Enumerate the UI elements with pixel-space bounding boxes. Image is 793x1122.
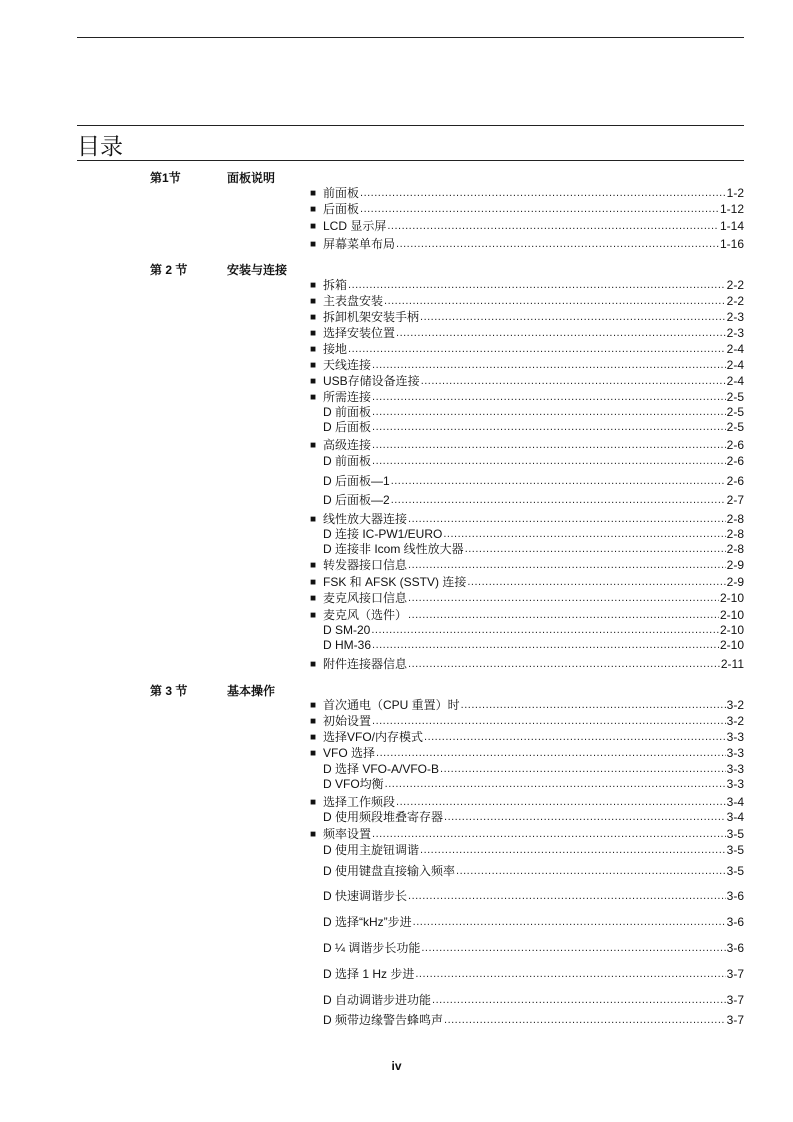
- toc-entry-label: 初始设置: [323, 714, 372, 728]
- toc-entry: [310, 657, 744, 672]
- toc-entry-label: D 前面板: [323, 454, 372, 468]
- toc-entry-label: 后面板: [323, 202, 360, 216]
- dot-leader: [360, 186, 726, 201]
- toc-entry-label: D 自动调谐步进功能: [323, 993, 432, 1007]
- dot-leader: [408, 558, 726, 573]
- toc-entry-label: LCD 显示屏: [323, 219, 387, 233]
- toc-entry: [310, 542, 744, 557]
- toc-entry-label: 附件连接器信息: [323, 657, 408, 671]
- toc-entry-label: 前面板: [323, 186, 360, 200]
- dot-leader: [372, 358, 726, 373]
- dot-leader: [413, 915, 726, 930]
- dot-leader: [372, 438, 726, 453]
- dot-leader: [376, 746, 726, 761]
- square-bullet-icon: ■: [310, 610, 317, 621]
- toc-entry-label: VFO 选择: [323, 746, 376, 760]
- dot-leader: [408, 512, 726, 527]
- dot-leader: [456, 864, 726, 879]
- toc-entry-page: 2-10: [719, 608, 744, 622]
- toc-entry: [310, 1013, 744, 1028]
- toc-entry-label: D 后面板—1: [323, 474, 390, 488]
- toc-entry-label: D VFO均衡: [323, 777, 384, 791]
- dot-leader: [372, 390, 726, 405]
- dot-leader: [372, 405, 726, 420]
- toc-entry-page: 2-10: [719, 638, 744, 652]
- dot-leader: [372, 454, 726, 469]
- dot-leader: [432, 993, 726, 1008]
- toc-entry-label: D 快速调谐步长: [323, 889, 408, 903]
- toc-entry: [310, 374, 744, 389]
- toc-entry-page: 2-4: [726, 358, 744, 372]
- toc-entry-page: 2-9: [726, 558, 744, 572]
- dot-leader: [348, 342, 726, 357]
- square-bullet-icon: ■: [310, 280, 317, 291]
- section-3-number: 第 3 节: [150, 684, 188, 698]
- title-top-rule: [77, 125, 744, 126]
- toc-entry: [310, 777, 744, 792]
- toc-entry-page: 3-5: [726, 864, 744, 878]
- square-bullet-icon: ■: [310, 328, 317, 339]
- toc-entry: [310, 512, 744, 527]
- toc-entry-page: 2-6: [726, 474, 744, 488]
- dot-leader: [396, 237, 719, 252]
- dot-leader: [372, 638, 719, 653]
- toc-entry-label: D 频带边缘警告蜂鸣声: [323, 1013, 444, 1027]
- toc-entry: [310, 294, 744, 309]
- toc-entry: [310, 558, 744, 573]
- toc-entry-label: FSK 和 AFSK (SSTV) 连接: [323, 575, 467, 589]
- toc-entry-label: D 选择 VFO-A/VFO-B: [323, 762, 440, 776]
- square-bullet-icon: ■: [310, 593, 317, 604]
- toc-entry-page: 3-5: [726, 827, 744, 841]
- toc-entry: [310, 342, 744, 357]
- dot-leader: [408, 889, 726, 904]
- square-bullet-icon: ■: [310, 360, 317, 371]
- dot-leader: [415, 967, 725, 982]
- toc-entry: [310, 575, 744, 590]
- square-bullet-icon: ■: [310, 188, 317, 199]
- toc-entry-page: 2-8: [726, 527, 744, 541]
- toc-entry: [310, 623, 744, 638]
- dot-leader: [372, 714, 726, 729]
- toc-entry: [310, 237, 744, 252]
- toc-entry-page: 2-7: [726, 493, 744, 507]
- toc-entry-page: 2-11: [720, 657, 744, 671]
- toc-entry-page: 3-4: [726, 810, 744, 824]
- toc-entry-label: 麦克风（选件）: [323, 608, 408, 622]
- toc-entry: [310, 864, 744, 879]
- dot-leader: [391, 493, 726, 508]
- toc-entry-page: 3-4: [726, 795, 744, 809]
- dot-leader: [385, 777, 726, 792]
- toc-entry-page: 3-2: [726, 714, 744, 728]
- toc-entry: [310, 698, 744, 713]
- toc-entry-page: 1-16: [719, 237, 744, 251]
- toc-entry: [310, 941, 744, 956]
- section-1-number: 第1节: [150, 171, 181, 185]
- title-bottom-rule: [77, 160, 744, 161]
- dot-leader: [420, 310, 726, 325]
- dot-leader: [443, 527, 725, 542]
- toc-entry: [310, 714, 744, 729]
- toc-entry: [310, 795, 744, 810]
- toc-entry: [310, 827, 744, 842]
- dot-leader: [420, 843, 726, 858]
- dot-leader: [348, 278, 726, 293]
- toc-entry-page: 3-6: [726, 915, 744, 929]
- toc-entry-page: 3-3: [726, 777, 744, 791]
- toc-entry: [310, 993, 744, 1008]
- toc-entry: [310, 746, 744, 761]
- toc-entry-label: 屏幕菜单布局: [323, 237, 396, 251]
- square-bullet-icon: ■: [310, 312, 317, 323]
- toc-entry: [310, 474, 744, 489]
- square-bullet-icon: ■: [310, 797, 317, 808]
- toc-entry-page: 2-5: [726, 405, 744, 419]
- toc-entry-page: 3-3: [726, 762, 744, 776]
- toc-entry-label: D 前面板: [323, 405, 372, 419]
- toc-entry-page: 2-4: [726, 342, 744, 356]
- dot-leader: [396, 326, 726, 341]
- toc-entry: [310, 420, 744, 435]
- dot-leader: [391, 474, 726, 489]
- dot-leader: [444, 1013, 726, 1028]
- toc-entry: [310, 326, 744, 341]
- toc-entry-label: 麦克风接口信息: [323, 591, 408, 605]
- toc-entry-page: 3-7: [726, 967, 744, 981]
- dot-leader: [408, 608, 719, 623]
- toc-entry-label: D 后面板—2: [323, 493, 390, 507]
- toc-entry: [310, 219, 744, 234]
- toc-entry-label: USB存储设备连接: [323, 374, 420, 388]
- dot-leader: [440, 762, 726, 777]
- toc-entry-page: 3-5: [726, 843, 744, 857]
- dot-leader: [387, 219, 719, 234]
- dot-leader: [467, 575, 725, 590]
- toc-entry-label: D 选择 1 Hz 步进: [323, 967, 415, 981]
- toc-entry-label: 线性放大器连接: [323, 512, 408, 526]
- toc-entry-page: 3-6: [726, 941, 744, 955]
- toc-entry-page: 3-3: [726, 730, 744, 744]
- toc-entry: [310, 810, 744, 825]
- toc-entry-page: 2-8: [726, 512, 744, 526]
- top-rule: [77, 37, 744, 38]
- toc-entry-page: 2-3: [726, 310, 744, 324]
- dot-leader: [408, 657, 720, 672]
- toc-entry-label: D 连接 IC-PW1/EURO: [323, 527, 443, 541]
- square-bullet-icon: ■: [310, 748, 317, 759]
- toc-entry-page: 3-7: [726, 1013, 744, 1027]
- toc-entry-page: 2-9: [726, 575, 744, 589]
- toc-entry-label: 天线连接: [323, 358, 372, 372]
- toc-entry-label: D 使用频段堆叠寄存器: [323, 810, 444, 824]
- toc-entry: [310, 454, 744, 469]
- toc-entry-label: 所需连接: [323, 390, 372, 404]
- dot-leader: [465, 542, 726, 557]
- square-bullet-icon: ■: [310, 440, 317, 451]
- page-title: 目录: [77, 133, 123, 159]
- dot-leader: [421, 374, 726, 389]
- dot-leader: [444, 810, 726, 825]
- square-bullet-icon: ■: [310, 732, 317, 743]
- toc-entry-page: 1-2: [726, 186, 744, 200]
- toc-entry-label: 转发器接口信息: [323, 558, 408, 572]
- toc-entry: [310, 591, 744, 606]
- toc-entry-page: 1-14: [719, 219, 744, 233]
- section-2-title: 安装与连接: [227, 263, 288, 277]
- toc-entry-label: D ¼ 调谐步长功能: [323, 941, 421, 955]
- toc-entry-page: 3-6: [726, 889, 744, 903]
- toc-entry: [310, 889, 744, 904]
- toc-entry: [310, 608, 744, 623]
- dot-leader: [408, 591, 719, 606]
- square-bullet-icon: ■: [310, 344, 317, 355]
- section-2-number: 第 2 节: [150, 263, 188, 277]
- toc-entry-page: 3-3: [726, 746, 744, 760]
- toc-entry: [310, 915, 744, 930]
- toc-entry-page: 2-2: [726, 278, 744, 292]
- toc-entry-page: 2-4: [726, 374, 744, 388]
- toc-entry-page: 2-10: [719, 623, 744, 637]
- square-bullet-icon: ■: [310, 577, 317, 588]
- toc-entry-label: D 选择“kHz”步进: [323, 915, 412, 929]
- toc-entry: [310, 390, 744, 405]
- toc-entry-page: 2-8: [726, 542, 744, 556]
- dot-leader: [372, 420, 726, 435]
- square-bullet-icon: ■: [310, 296, 317, 307]
- toc-entry-label: 高级连接: [323, 438, 372, 452]
- toc-entry-label: 选择VFO/内存模式: [323, 730, 424, 744]
- toc-entry: [310, 405, 744, 420]
- toc-entry-page: 2-3: [726, 326, 744, 340]
- toc-entry-page: 2-10: [719, 591, 744, 605]
- toc-entry: [310, 493, 744, 508]
- toc-entry: [310, 730, 744, 745]
- dot-leader: [360, 202, 719, 217]
- toc-entry-page: 2-5: [726, 390, 744, 404]
- toc-entry-page: 3-2: [726, 698, 744, 712]
- toc-entry-label: 接地: [323, 342, 348, 356]
- toc-entry-label: D HM-36: [323, 638, 372, 652]
- toc-entry-page: 3-7: [726, 993, 744, 1007]
- toc-entry-label: D SM-20: [323, 623, 371, 637]
- square-bullet-icon: ■: [310, 560, 317, 571]
- section-3-title: 基本操作: [227, 684, 276, 698]
- toc-entry-label: 选择工作频段: [323, 795, 396, 809]
- square-bullet-icon: ■: [310, 716, 317, 727]
- square-bullet-icon: ■: [310, 221, 317, 232]
- toc-entry-label: D 使用键盘直接输入频率: [323, 864, 456, 878]
- dot-leader: [424, 730, 726, 745]
- square-bullet-icon: ■: [310, 376, 317, 387]
- square-bullet-icon: ■: [310, 514, 317, 525]
- toc-entry: [310, 278, 744, 293]
- toc-entry-label: 拆卸机架安装手柄: [323, 310, 420, 324]
- square-bullet-icon: ■: [310, 829, 317, 840]
- toc-entry: [310, 202, 744, 217]
- toc-entry: [310, 438, 744, 453]
- toc-entry-page: 2-2: [726, 294, 744, 308]
- square-bullet-icon: ■: [310, 700, 317, 711]
- dot-leader: [384, 294, 726, 309]
- toc-entry-label: 选择安装位置: [323, 326, 396, 340]
- toc-entry: [310, 358, 744, 373]
- toc-entry: [310, 186, 744, 201]
- square-bullet-icon: ■: [310, 392, 317, 403]
- toc-entry: [310, 967, 744, 982]
- square-bullet-icon: ■: [310, 659, 317, 670]
- toc-entry-page: 1-12: [719, 202, 744, 216]
- toc-entry: [310, 762, 744, 777]
- dot-leader: [372, 827, 726, 842]
- toc-entry: [310, 310, 744, 325]
- square-bullet-icon: ■: [310, 239, 317, 250]
- dot-leader: [371, 623, 719, 638]
- toc-entry: [310, 638, 744, 653]
- page-number: iv: [391, 1059, 402, 1073]
- toc-entry: [310, 527, 744, 542]
- dot-leader: [396, 795, 726, 810]
- toc-entry-label: D 连接非 Icom 线性放大器: [323, 542, 464, 556]
- toc-entry: [310, 843, 744, 858]
- toc-entry-label: 主表盘安装: [323, 294, 384, 308]
- dot-leader: [461, 698, 726, 713]
- toc-entry-label: 频率设置: [323, 827, 372, 841]
- toc-entry-page: 2-6: [726, 438, 744, 452]
- section-1-title: 面板说明: [227, 171, 276, 185]
- toc-entry-page: 2-5: [726, 420, 744, 434]
- square-bullet-icon: ■: [310, 204, 317, 215]
- dot-leader: [421, 941, 725, 956]
- toc-entry-label: D 后面板: [323, 420, 372, 434]
- toc-entry-page: 2-6: [726, 454, 744, 468]
- toc-entry-label: 首次通电（CPU 重置）时: [323, 698, 460, 712]
- toc-entry-label: D 使用主旋钮调谐: [323, 843, 420, 857]
- toc-entry-label: 拆箱: [323, 278, 348, 292]
